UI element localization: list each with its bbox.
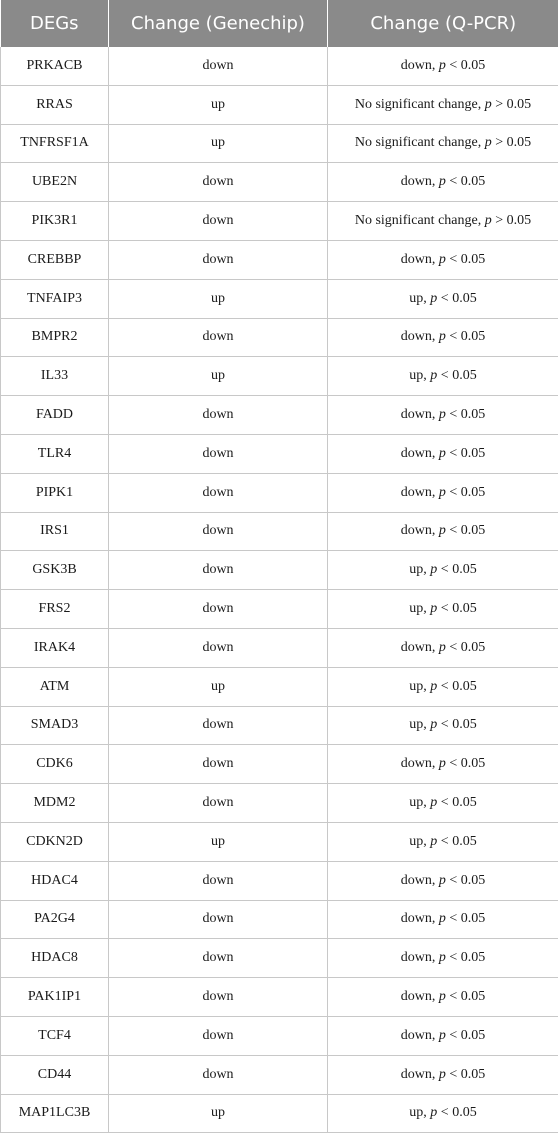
genechip-change-cell: down	[109, 396, 328, 435]
p-value-symbol: p	[439, 446, 446, 461]
gene-cell: IRAK4	[1, 628, 109, 667]
p-value-symbol: p	[439, 873, 446, 888]
qpcr-change-text: down,	[401, 950, 439, 965]
p-value-threshold: < 0.05	[437, 601, 476, 616]
gene-cell: FRS2	[1, 590, 109, 629]
genechip-change-cell: up	[109, 357, 328, 396]
p-value-threshold: < 0.05	[446, 640, 485, 655]
p-value-symbol: p	[430, 679, 437, 694]
gene-cell: CREBBP	[1, 240, 109, 279]
genechip-change-cell: down	[109, 163, 328, 202]
p-value-threshold: < 0.05	[437, 562, 476, 577]
qpcr-change-text: up,	[409, 717, 430, 732]
gene-cell: CDKN2D	[1, 822, 109, 861]
p-value-threshold: < 0.05	[446, 756, 485, 771]
table-row	[1, 590, 558, 629]
qpcr-change-cell	[328, 85, 558, 124]
p-value-threshold: < 0.05	[446, 446, 485, 461]
genechip-change-cell: up	[109, 1094, 328, 1133]
table-row	[1, 1016, 558, 1055]
gene-cell: RRAS	[1, 85, 109, 124]
p-value-threshold: < 0.05	[437, 717, 476, 732]
gene-cell: TNFRSF1A	[1, 124, 109, 163]
p-value-symbol: p	[430, 291, 437, 306]
qpcr-change-text: up,	[409, 291, 430, 306]
gene-cell: PA2G4	[1, 900, 109, 939]
p-value-threshold: < 0.05	[446, 58, 485, 73]
gene-cell: MDM2	[1, 784, 109, 823]
genechip-change-cell: down	[109, 318, 328, 357]
table-row	[1, 1055, 558, 1094]
p-value-threshold: < 0.05	[446, 873, 485, 888]
genechip-change-cell: down	[109, 861, 328, 900]
p-value-threshold: < 0.05	[437, 368, 476, 383]
table-row	[1, 822, 558, 861]
table-row	[1, 163, 558, 202]
gene-cell: PIK3R1	[1, 202, 109, 241]
p-value-threshold: < 0.05	[437, 1105, 476, 1120]
p-value-symbol: p	[439, 950, 446, 965]
table-row	[1, 706, 558, 745]
qpcr-change-cell	[328, 1055, 558, 1094]
header-degs: DEGs	[1, 0, 109, 47]
qpcr-change-text: down,	[401, 252, 439, 267]
gene-cell: BMPR2	[1, 318, 109, 357]
genechip-change-cell: down	[109, 900, 328, 939]
gene-cell: TCF4	[1, 1016, 109, 1055]
qpcr-change-cell	[328, 473, 558, 512]
gene-cell: IRS1	[1, 512, 109, 551]
table-row	[1, 357, 558, 396]
table-row	[1, 512, 558, 551]
p-value-symbol: p	[439, 485, 446, 500]
qpcr-change-cell	[328, 667, 558, 706]
genechip-change-cell: down	[109, 628, 328, 667]
qpcr-change-text: down,	[401, 329, 439, 344]
qpcr-change-text: up,	[409, 795, 430, 810]
genechip-change-cell: up	[109, 124, 328, 163]
gene-cell: HDAC4	[1, 861, 109, 900]
genechip-change-cell: down	[109, 939, 328, 978]
gene-cell: CDK6	[1, 745, 109, 784]
qpcr-change-text: down,	[401, 989, 439, 1004]
qpcr-change-cell	[328, 396, 558, 435]
genechip-change-cell: down	[109, 706, 328, 745]
p-value-symbol: p	[485, 97, 492, 112]
gene-cell: MAP1LC3B	[1, 1094, 109, 1133]
qpcr-change-cell	[328, 590, 558, 629]
p-value-symbol: p	[439, 252, 446, 267]
qpcr-change-text: up,	[409, 601, 430, 616]
table-row	[1, 1094, 558, 1133]
p-value-symbol: p	[439, 989, 446, 1004]
qpcr-change-text: down,	[401, 1067, 439, 1082]
table-row	[1, 240, 558, 279]
qpcr-change-text: down,	[401, 873, 439, 888]
table-row	[1, 939, 558, 978]
genechip-change-cell: up	[109, 85, 328, 124]
qpcr-change-text: down,	[401, 485, 439, 500]
qpcr-change-cell	[328, 551, 558, 590]
p-value-threshold: < 0.05	[446, 252, 485, 267]
table-row	[1, 85, 558, 124]
qpcr-change-text: up,	[409, 834, 430, 849]
qpcr-change-cell	[328, 745, 558, 784]
qpcr-change-cell	[328, 202, 558, 241]
qpcr-change-cell	[328, 357, 558, 396]
qpcr-change-cell	[328, 1016, 558, 1055]
table-row	[1, 900, 558, 939]
p-value-symbol: p	[430, 717, 437, 732]
qpcr-change-cell	[328, 784, 558, 823]
qpcr-change-text: down,	[401, 58, 439, 73]
table-row	[1, 745, 558, 784]
table-row	[1, 861, 558, 900]
table-row	[1, 279, 558, 318]
qpcr-change-cell	[328, 47, 558, 85]
p-value-symbol: p	[439, 756, 446, 771]
qpcr-change-cell	[328, 978, 558, 1017]
p-value-symbol: p	[430, 562, 437, 577]
genechip-change-cell: down	[109, 512, 328, 551]
gene-cell: TLR4	[1, 434, 109, 473]
qpcr-change-text: No significant change,	[355, 213, 485, 228]
p-value-threshold: < 0.05	[437, 795, 476, 810]
gene-cell: SMAD3	[1, 706, 109, 745]
p-value-threshold: < 0.05	[446, 329, 485, 344]
p-value-threshold: < 0.05	[446, 1067, 485, 1082]
p-value-symbol: p	[439, 58, 446, 73]
qpcr-change-cell	[328, 434, 558, 473]
table-body	[1, 47, 558, 1133]
gene-cell: PRKACB	[1, 47, 109, 85]
p-value-symbol: p	[430, 1105, 437, 1120]
table-row	[1, 202, 558, 241]
qpcr-change-text: down,	[401, 1028, 439, 1043]
qpcr-change-text: up,	[409, 368, 430, 383]
qpcr-change-cell	[328, 124, 558, 163]
p-value-symbol: p	[439, 329, 446, 344]
qpcr-change-text: down,	[401, 407, 439, 422]
qpcr-change-text: No significant change,	[355, 97, 485, 112]
qpcr-change-text: down,	[401, 756, 439, 771]
qpcr-change-cell	[328, 279, 558, 318]
qpcr-change-text: down,	[401, 523, 439, 538]
gene-cell: UBE2N	[1, 163, 109, 202]
genechip-change-cell: down	[109, 590, 328, 629]
p-value-symbol: p	[430, 834, 437, 849]
genechip-change-cell: down	[109, 202, 328, 241]
qpcr-change-text: No significant change,	[355, 135, 485, 150]
p-value-symbol: p	[439, 1067, 446, 1082]
p-value-symbol: p	[439, 1028, 446, 1043]
genechip-change-cell: down	[109, 551, 328, 590]
p-value-threshold: < 0.05	[446, 911, 485, 926]
genechip-change-cell: up	[109, 279, 328, 318]
qpcr-change-cell	[328, 1094, 558, 1133]
table-row	[1, 473, 558, 512]
qpcr-change-text: down,	[401, 640, 439, 655]
table-row	[1, 47, 558, 85]
p-value-threshold: < 0.05	[446, 950, 485, 965]
qpcr-change-cell	[328, 939, 558, 978]
gene-cell: CD44	[1, 1055, 109, 1094]
table-row	[1, 628, 558, 667]
genechip-change-cell: down	[109, 1055, 328, 1094]
qpcr-change-cell	[328, 318, 558, 357]
qpcr-change-cell	[328, 822, 558, 861]
gene-cell: HDAC8	[1, 939, 109, 978]
p-value-symbol: p	[485, 213, 492, 228]
genechip-change-cell: up	[109, 822, 328, 861]
qpcr-change-text: down,	[401, 174, 439, 189]
table-header	[1, 0, 558, 47]
p-value-symbol: p	[439, 523, 446, 538]
gene-cell: TNFAIP3	[1, 279, 109, 318]
p-value-symbol: p	[439, 640, 446, 655]
qpcr-change-text: down,	[401, 911, 439, 926]
table-row	[1, 784, 558, 823]
qpcr-change-cell	[328, 240, 558, 279]
p-value-threshold: < 0.05	[437, 834, 476, 849]
qpcr-change-cell	[328, 900, 558, 939]
header-row	[1, 0, 558, 47]
table-row	[1, 124, 558, 163]
qpcr-change-cell	[328, 861, 558, 900]
qpcr-change-text: up,	[409, 679, 430, 694]
p-value-threshold: < 0.05	[437, 291, 476, 306]
genechip-change-cell: down	[109, 240, 328, 279]
p-value-symbol: p	[439, 407, 446, 422]
p-value-threshold: < 0.05	[446, 989, 485, 1004]
p-value-threshold: < 0.05	[446, 1028, 485, 1043]
qpcr-change-text: up,	[409, 1105, 430, 1120]
gene-cell: FADD	[1, 396, 109, 435]
p-value-symbol: p	[430, 368, 437, 383]
qpcr-change-cell	[328, 628, 558, 667]
p-value-threshold: < 0.05	[446, 407, 485, 422]
p-value-threshold: < 0.05	[446, 174, 485, 189]
p-value-symbol: p	[439, 911, 446, 926]
p-value-threshold: < 0.05	[446, 485, 485, 500]
genechip-change-cell: down	[109, 434, 328, 473]
p-value-symbol: p	[485, 135, 492, 150]
p-value-threshold: < 0.05	[437, 679, 476, 694]
gene-cell: PIPK1	[1, 473, 109, 512]
header-change-qpcr: Change (Q-PCR)	[328, 0, 558, 47]
gene-cell: GSK3B	[1, 551, 109, 590]
genechip-change-cell: down	[109, 745, 328, 784]
qpcr-change-text: up,	[409, 562, 430, 577]
gene-cell: PAK1IP1	[1, 978, 109, 1017]
gene-cell: IL33	[1, 357, 109, 396]
table-row	[1, 551, 558, 590]
p-value-threshold: > 0.05	[492, 97, 531, 112]
genechip-change-cell: up	[109, 667, 328, 706]
p-value-symbol: p	[430, 795, 437, 810]
genechip-change-cell: down	[109, 978, 328, 1017]
table-row	[1, 318, 558, 357]
header-change-genechip: Change (Genechip)	[109, 0, 328, 47]
table-row	[1, 667, 558, 706]
qpcr-change-cell	[328, 706, 558, 745]
genechip-change-cell: down	[109, 784, 328, 823]
table-row	[1, 434, 558, 473]
p-value-threshold: > 0.05	[492, 213, 531, 228]
gene-cell: ATM	[1, 667, 109, 706]
genechip-change-cell: down	[109, 47, 328, 85]
p-value-symbol: p	[439, 174, 446, 189]
genechip-change-cell: down	[109, 473, 328, 512]
p-value-threshold: > 0.05	[492, 135, 531, 150]
qpcr-change-cell	[328, 512, 558, 551]
table-row	[1, 978, 558, 1017]
p-value-symbol: p	[430, 601, 437, 616]
p-value-threshold: < 0.05	[446, 523, 485, 538]
genechip-change-cell: down	[109, 1016, 328, 1055]
table-row	[1, 396, 558, 435]
qpcr-change-text: down,	[401, 446, 439, 461]
qpcr-change-cell	[328, 163, 558, 202]
